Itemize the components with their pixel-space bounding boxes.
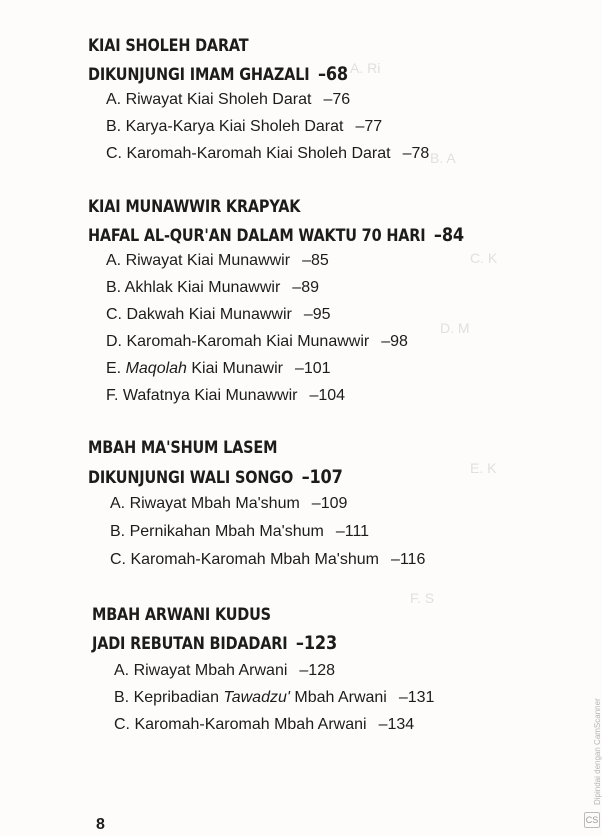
show-through-bg: A. Ri	[350, 60, 381, 76]
item-page-number: –76	[323, 91, 351, 108]
section-page-number: –107	[301, 466, 343, 488]
item-label: D. Karomah-Karomah Kiai Munawwir	[106, 333, 370, 350]
item-label-italic: Tawadzu'	[223, 689, 290, 706]
section-title: MBAH ARWANI KUDUS	[92, 605, 271, 625]
item-page-number: –109	[311, 495, 348, 512]
item-page-number: –101	[294, 360, 331, 377]
toc-item	[106, 279, 319, 297]
item-label-italic: Maqolah	[125, 360, 187, 377]
page-number: 8	[96, 816, 105, 833]
item-label: F. Wafatnya Kiai Munawwir	[106, 387, 298, 404]
item-page-number: –128	[299, 662, 335, 679]
item-label: A. Riwayat Kiai Munawwir	[106, 252, 291, 269]
toc-item	[106, 360, 331, 378]
item-page-number: –104	[309, 387, 346, 404]
camscanner-icon: CS	[584, 812, 600, 828]
item-label: A. Riwayat Kiai Sholeh Darat	[106, 91, 312, 108]
item-label: B. Kepribadian	[114, 689, 224, 706]
section-title	[88, 224, 464, 246]
item-page-number: –131	[398, 689, 435, 706]
item-label: C. Karomah-Karomah Mbah Ma'shum	[110, 551, 379, 568]
toc-item	[106, 118, 382, 136]
toc-item	[106, 306, 331, 324]
toc-item	[114, 716, 414, 734]
section-title: KIAI MUNAWWIR KRAPYAK	[88, 197, 301, 217]
scanner-watermark: Dipindai dengan CamScanner	[593, 698, 602, 805]
section-title-text: DIKUNJUNGI WALI SONGO	[88, 468, 294, 488]
item-label: B. Karya-Karya Kiai Sholeh Darat	[106, 118, 344, 135]
section-page-number: –84	[433, 224, 464, 246]
item-label: C. Karomah-Karomah Mbah Arwani	[114, 716, 367, 733]
item-label: A. Riwayat Mbah Ma'shum	[110, 495, 300, 512]
show-through-bg: B. A	[430, 150, 456, 166]
toc-item	[110, 551, 425, 569]
section-title: KIAI SHOLEH DARAT	[88, 36, 249, 56]
section-title-text: HAFAL AL-QUR'AN DALAM WAKTU 70 HARI	[88, 226, 426, 246]
item-label: Kiai Munawir	[186, 360, 283, 377]
item-label: E.	[106, 360, 126, 377]
show-through-bg: D. M	[440, 320, 470, 336]
item-page-number: –116	[390, 551, 426, 568]
item-page-number: –134	[378, 716, 415, 733]
item-page-number: –98	[381, 333, 408, 350]
item-page-number: –77	[355, 118, 383, 135]
toc-item	[106, 387, 345, 405]
show-through-bg: C. K	[470, 250, 498, 266]
section-title-text: DIKUNJUNGI IMAM GHAZALI	[88, 65, 310, 85]
item-label: C. Karomah-Karomah Kiai Sholeh Darat	[106, 145, 391, 162]
show-through-bg: E. K	[470, 460, 497, 476]
show-through-bg: F. S	[410, 590, 435, 606]
item-page-number: –85	[302, 252, 329, 269]
section-title: MBAH MA'SHUM LASEM	[88, 438, 278, 458]
section-page-number: –123	[295, 632, 338, 654]
item-label: B. Akhlak Kiai Munawwir	[106, 279, 281, 296]
toc-item	[106, 145, 429, 163]
item-page-number: –78	[402, 145, 430, 162]
section-title	[88, 466, 343, 488]
toc-item	[106, 91, 350, 109]
item-page-number: –111	[335, 523, 370, 540]
toc-item	[110, 523, 369, 541]
section-page-number: –68	[317, 63, 348, 85]
item-page-number: –95	[303, 306, 331, 323]
toc-item	[114, 662, 335, 680]
item-label: B. Pernikahan Mbah Ma'shum	[110, 523, 324, 540]
item-page-number: –89	[292, 279, 319, 296]
toc-item	[106, 252, 329, 270]
section-title	[92, 632, 337, 654]
item-label: A. Riwayat Mbah Arwani	[114, 662, 288, 679]
section-title-text: JADI REBUTAN BIDADARI	[92, 634, 288, 654]
toc-item	[114, 689, 434, 707]
toc-item	[110, 495, 347, 513]
item-label: C. Dakwah Kiai Munawwir	[106, 306, 292, 323]
toc-item	[106, 333, 408, 351]
item-label: Mbah Arwani	[289, 689, 387, 706]
section-title	[88, 63, 348, 85]
